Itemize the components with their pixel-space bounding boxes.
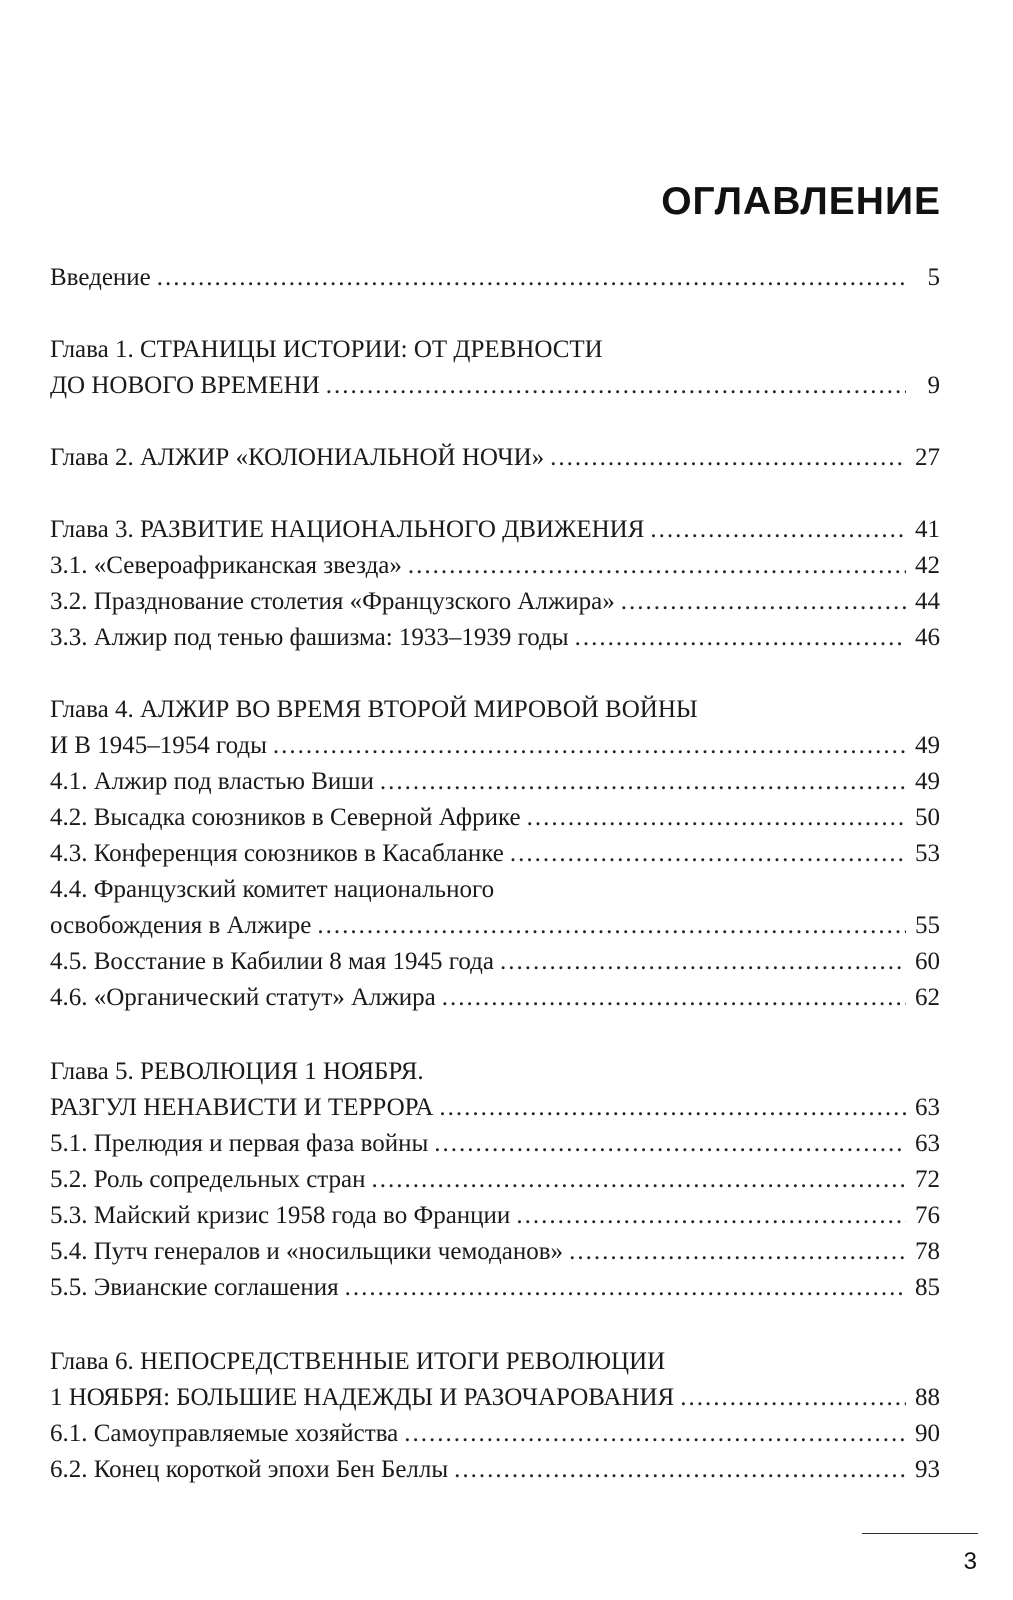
- toc-entry-page: 93: [915, 1456, 940, 1483]
- toc-entry-text: Глава 5. РЕВОЛЮЦИЯ 1 НОЯБРЯ.: [50, 1058, 424, 1085]
- toc-chapter-3: [50, 512, 940, 548]
- dot-leader: [621, 584, 906, 620]
- toc-entry-text: 4.2. Высадка союзников в Северной Африке: [50, 804, 521, 831]
- dot-leader: [408, 548, 906, 584]
- toc-section-5-2: [50, 1162, 940, 1198]
- dot-leader: [442, 980, 906, 1016]
- toc-chapter-4-line-1: [50, 692, 940, 728]
- toc-section-3-2: [50, 584, 940, 620]
- toc-entry-text: 5.4. Путч генералов и «носильщики чемоданов»: [50, 1238, 564, 1265]
- toc-entry-text: РАЗГУЛ НЕНАВИСТИ И ТЕРРОРА: [50, 1094, 434, 1121]
- dot-leader: [454, 1452, 906, 1488]
- toc-section-4-2: [50, 800, 940, 836]
- toc-entry-page: 5: [927, 264, 940, 291]
- page-title: ОГЛАВЛЕНИЕ: [661, 180, 941, 223]
- toc-entry-page: 27: [915, 444, 940, 471]
- toc-entry-page: 63: [915, 1130, 940, 1157]
- toc-chapter-4-line-2: [50, 728, 940, 764]
- toc-section-4-6: [50, 980, 940, 1016]
- dot-leader: [516, 1198, 906, 1234]
- toc-chapter-1-line-1: [50, 332, 940, 368]
- toc-entry-text: Глава 2. АЛЖИР «КОЛОНИАЛЬНОЙ НОЧИ»: [50, 444, 545, 471]
- toc-entry-text: 5.2. Роль сопредельных стран: [50, 1166, 366, 1193]
- toc-entry-text: 6.1. Самоуправляемые хозяйства: [50, 1420, 399, 1447]
- dot-leader: [273, 728, 906, 764]
- toc-section-4-5: [50, 944, 940, 980]
- toc-entry-page: 85: [915, 1274, 940, 1301]
- dot-leader: [439, 1090, 906, 1126]
- toc-entry-text: освобождения в Алжире: [50, 912, 312, 939]
- toc-entry-page: 88: [915, 1384, 940, 1411]
- toc-entry-text: 4.1. Алжир под властью Виши: [50, 768, 374, 795]
- table-of-contents: [50, 260, 940, 1488]
- toc-section-5-4: [50, 1234, 940, 1270]
- toc-entry-page: 76: [915, 1202, 940, 1229]
- toc-entry-page: 72: [915, 1166, 940, 1193]
- toc-entry-text: 3.3. Алжир под тенью фашизма: 1933–1939 годы: [50, 624, 569, 651]
- dot-leader: [404, 1416, 906, 1452]
- dot-leader: [345, 1270, 906, 1306]
- toc-section-5-5: [50, 1270, 940, 1306]
- toc-entry-text: Введение: [50, 264, 151, 291]
- toc-section-5-3: [50, 1198, 940, 1234]
- footer-rule: [862, 1533, 978, 1534]
- toc-entry-page: 42: [915, 552, 940, 579]
- dot-leader: [434, 1126, 906, 1162]
- toc-entry-text: 3.2. Празднование столетия «Французского Алжира»: [50, 588, 615, 615]
- toc-entry-page: 63: [915, 1094, 940, 1121]
- toc-entry-text: 4.3. Конференция союзников в Касабланке: [50, 840, 504, 867]
- toc-section-3-3: [50, 620, 940, 656]
- toc-entry-text: Глава 4. АЛЖИР ВО ВРЕМЯ ВТОРОЙ МИРОВОЙ ВОЙНЫ: [50, 696, 698, 723]
- toc-section-4-4-line-1: [50, 872, 940, 908]
- dot-leader: [317, 908, 906, 944]
- toc-entry-text: Глава 6. НЕПОСРЕДСТВЕННЫЕ ИТОГИ РЕВОЛЮЦИИ: [50, 1348, 666, 1375]
- toc-entry-text: 5.1. Прелюдия и первая фаза войны: [50, 1130, 429, 1157]
- toc-chapter-1-line-2: [50, 368, 940, 404]
- toc-entry-text: И В 1945–1954 годы: [50, 732, 267, 759]
- toc-chapter-6-line-1: [50, 1344, 940, 1380]
- toc-chapter-6-line-2: [50, 1380, 940, 1416]
- toc-entry-page: 62: [915, 984, 940, 1011]
- toc-entry-page: 44: [915, 588, 940, 615]
- toc-entry-text: 3.1. «Североафриканская звезда»: [50, 552, 402, 579]
- dot-leader: [569, 1234, 906, 1270]
- toc-chapter-5-line-1: [50, 1054, 940, 1090]
- dot-leader: [680, 1380, 906, 1416]
- toc-section-4-1: [50, 764, 940, 800]
- toc-chapter-5-line-2: [50, 1090, 940, 1126]
- toc-section-4-4-line-2: [50, 908, 940, 944]
- toc-entry-page: 90: [915, 1420, 940, 1447]
- toc-entry-text: 4.4. Французский комитет национального: [50, 876, 495, 903]
- toc-entry-page: 41: [915, 516, 940, 543]
- toc-entry-text: Глава 3. РАЗВИТИЕ НАЦИОНАЛЬНОГО ДВИЖЕНИЯ: [50, 516, 645, 543]
- toc-entry-introduction: [50, 260, 940, 296]
- toc-section-3-1: [50, 548, 940, 584]
- dot-leader: [380, 764, 906, 800]
- toc-entry-page: 9: [927, 372, 940, 399]
- dot-leader: [372, 1162, 907, 1198]
- dot-leader: [575, 620, 906, 656]
- toc-entry-page: 49: [915, 768, 940, 795]
- toc-section-5-1: [50, 1126, 940, 1162]
- dot-leader: [510, 836, 906, 872]
- toc-entry-text: 5.5. Эвианские соглашения: [50, 1274, 339, 1301]
- dot-leader: [650, 512, 906, 548]
- toc-entry-page: 53: [915, 840, 940, 867]
- dot-leader: [326, 368, 906, 404]
- dot-leader: [527, 800, 906, 836]
- dot-leader: [500, 944, 906, 980]
- dot-leader: [550, 440, 906, 476]
- toc-section-6-1: [50, 1416, 940, 1452]
- toc-entry-page: 50: [915, 804, 940, 831]
- toc-entry-text: 4.5. Восстание в Кабилии 8 мая 1945 года: [50, 948, 494, 975]
- toc-entry-page: 49: [915, 732, 940, 759]
- toc-entry-page: 60: [915, 948, 940, 975]
- toc-section-4-3: [50, 836, 940, 872]
- toc-chapter-2: [50, 440, 940, 476]
- toc-entry-page: 46: [915, 624, 940, 651]
- toc-entry-page: 55: [915, 912, 940, 939]
- page-number: 3: [963, 1548, 977, 1575]
- toc-section-6-2: [50, 1452, 940, 1488]
- toc-entry-text: 1 НОЯБРЯ: БОЛЬШИЕ НАДЕЖДЫ И РАЗОЧАРОВАНИЯ: [50, 1384, 675, 1411]
- toc-entry-text: Глава 1. СТРАНИЦЫ ИСТОРИИ: ОТ ДРЕВНОСТИ: [50, 336, 603, 363]
- toc-entry-text: ДО НОВОГО ВРЕМЕНИ: [50, 372, 320, 399]
- toc-entry-text: 6.2. Конец короткой эпохи Бен Беллы: [50, 1456, 449, 1483]
- toc-entry-page: 78: [915, 1238, 940, 1265]
- dot-leader: [157, 260, 906, 296]
- toc-entry-text: 4.6. «Органический статут» Алжира: [50, 984, 436, 1011]
- toc-entry-text: 5.3. Майский кризис 1958 года во Франции: [50, 1202, 511, 1229]
